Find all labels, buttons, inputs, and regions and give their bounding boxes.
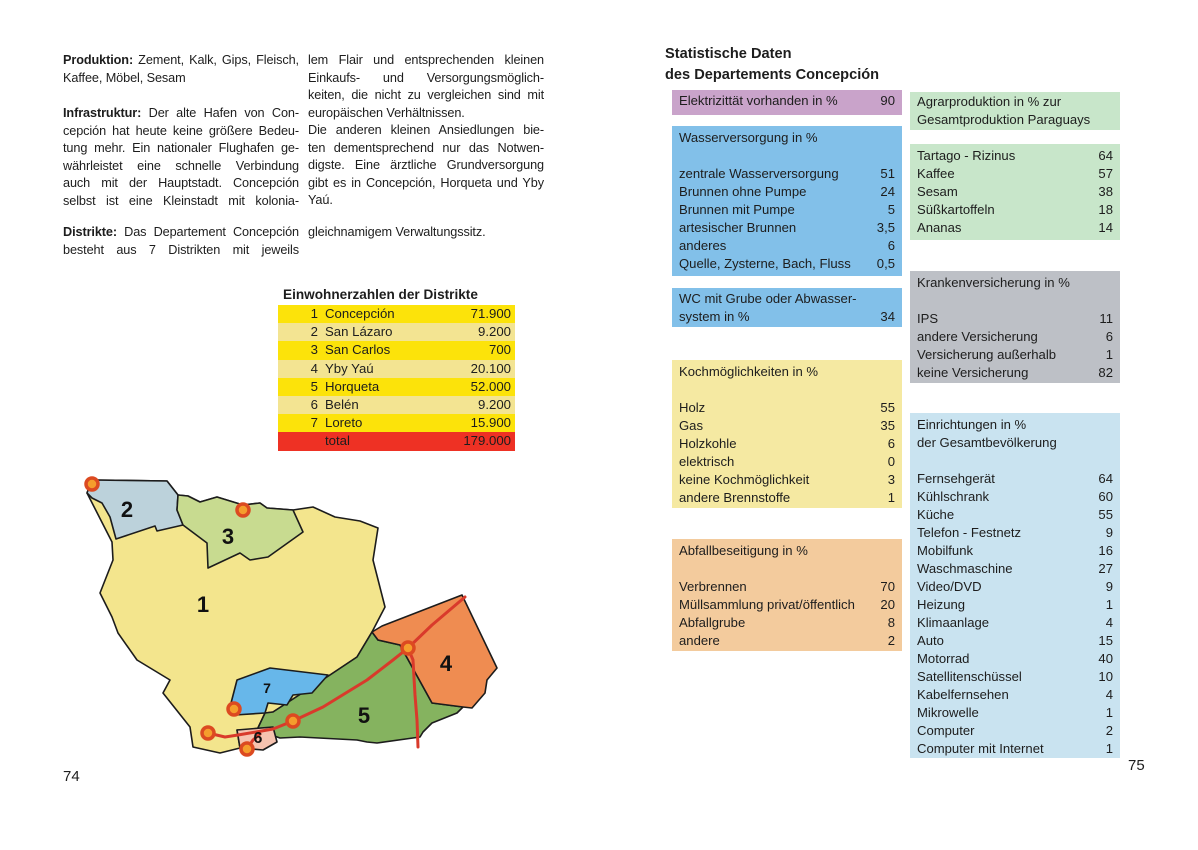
district-name: San Carlos: [325, 342, 391, 358]
population-row: [278, 360, 515, 378]
stat-label: keine Kochmöglichkeit: [679, 472, 810, 487]
district-population: 9.200: [477, 324, 511, 340]
table-row: [679, 632, 895, 650]
table-row: [679, 399, 895, 417]
stat-value: 5: [887, 202, 895, 217]
stat-label: Müllsammlung privat/öffentlich: [679, 597, 855, 612]
stat-label: andere: [679, 633, 720, 648]
text-line: Die anderen kleinen Ansiedlungen bie-: [308, 123, 544, 137]
table-row: [917, 740, 1113, 758]
district-name: San Lázaro: [325, 324, 393, 340]
stat-label: andere Versicherung: [917, 329, 1038, 344]
text-line: auch mit der Hauptstadt. Concepción: [63, 176, 299, 190]
table-row: [917, 650, 1113, 668]
table-row: [917, 614, 1113, 632]
table-row: [917, 470, 1113, 488]
table-row: [917, 524, 1113, 542]
town-marker: [237, 504, 249, 516]
district-name: total: [325, 433, 350, 449]
stat-label: andere Brennstoffe: [679, 490, 791, 505]
town-marker: [202, 727, 214, 739]
stat-label: Heizung: [917, 597, 966, 612]
stat-value: 16: [1098, 543, 1113, 558]
district-label: 3: [221, 524, 235, 549]
stat-label: Kühlschrank: [917, 489, 990, 504]
table-row: [917, 219, 1113, 237]
district-number: 7: [310, 415, 318, 431]
paragraph-produktion: [63, 52, 299, 87]
stat-label: Klimaanlage: [917, 615, 990, 630]
page-number-right: 75: [1128, 757, 1145, 774]
table-row: [917, 560, 1113, 578]
population-row: [278, 323, 515, 341]
table-row: [917, 346, 1113, 364]
stat-value: 11: [1099, 311, 1113, 326]
stat-label: Sesam: [917, 184, 958, 199]
stat-label: system in %: [679, 309, 750, 324]
text-line: lem Flair und entsprechenden kleinen: [308, 53, 544, 67]
table-agrar-header: [910, 92, 1120, 130]
stat-value: 55: [1098, 507, 1113, 522]
population-row: [278, 305, 515, 323]
stat-value: 1: [1105, 705, 1113, 720]
text-line: Distrikte: Das Departement Concepción: [63, 225, 299, 239]
table-row: [917, 183, 1113, 201]
district-label: 5: [357, 703, 371, 728]
stat-label: WC mit Grube oder Abwasser-: [679, 291, 857, 306]
stat-label: Computer mit Internet: [917, 741, 1044, 756]
table-elektrizitaet: [672, 90, 902, 115]
stat-label: Holz: [679, 400, 706, 415]
district-number: 3: [310, 342, 318, 358]
district-number: 1: [310, 306, 318, 321]
table-row: [679, 183, 895, 201]
stat-label: IPS: [917, 311, 939, 326]
population-row: [278, 341, 515, 359]
right-page-title: [665, 44, 879, 86]
table-title: Agrarproduktion in % zur: [917, 94, 1062, 109]
stat-label: Computer: [917, 723, 975, 738]
stat-label: Kaffee: [917, 166, 955, 181]
stat-label: Satellitenschüssel: [917, 669, 1022, 684]
table-title: Kochmöglichkeiten in %: [679, 364, 819, 379]
stat-value: 10: [1098, 669, 1113, 684]
table-row: [679, 435, 895, 453]
stat-label: Mikrowelle: [917, 705, 979, 720]
table-row: [679, 219, 895, 237]
stat-label: Telefon - Festnetz: [917, 525, 1022, 540]
stat-label: Elektrizittät vorhanden in %: [679, 93, 838, 108]
stat-label: anderes: [679, 238, 727, 253]
district-name: Horqueta: [325, 378, 380, 394]
stat-value: 35: [880, 418, 895, 433]
table-wc: [672, 288, 902, 327]
stat-value: 1: [1105, 597, 1113, 612]
population-table: [278, 305, 515, 451]
table-agrar-list: [910, 144, 1120, 240]
text-line: selbst ist eine Kleinstadt mit kolonia-: [63, 193, 299, 208]
stat-value: 60: [1098, 489, 1113, 504]
stat-value: 2: [887, 633, 895, 648]
town-marker: [402, 642, 414, 654]
stat-value: 15: [1098, 633, 1113, 648]
table-row: [679, 237, 895, 255]
table-row: [679, 596, 895, 614]
stat-value: 40: [1098, 651, 1113, 666]
table-row: [917, 201, 1113, 219]
stat-label: Süßkartoffeln: [917, 202, 995, 217]
population-row: [278, 432, 515, 450]
stat-value: 3,5: [876, 220, 895, 235]
table-title: Krankenversicherung in %: [917, 275, 1070, 290]
paragraph-infrastruktur: [63, 105, 299, 210]
stat-label: Abfallgrube: [679, 615, 746, 630]
table-row: [679, 201, 895, 219]
text-line: Produktion: Zement, Kalk, Gips, Fleisch,: [63, 53, 299, 67]
text-line: Infrastruktur: Der alte Hafen von Con-: [63, 106, 299, 120]
town-marker: [228, 703, 240, 715]
table-row: [679, 417, 895, 435]
district-population: 52.000: [470, 378, 511, 394]
town-marker: [86, 478, 98, 490]
district-number: 2: [310, 324, 318, 340]
table-row: [679, 471, 895, 489]
paragraph-column2: [308, 52, 544, 210]
text-line: Yaú.: [308, 193, 333, 207]
district-population: 179.000: [463, 433, 511, 449]
stat-value: 82: [1098, 365, 1113, 380]
stat-value: 1: [887, 490, 895, 505]
stat-label: Versicherung außerhalb: [917, 347, 1057, 362]
text-line: digste. Eine ärztliche Grundversorgung: [308, 158, 544, 172]
town-marker: [287, 715, 299, 727]
table-row: [679, 255, 895, 273]
stat-label: Tartago - Rizinus: [917, 148, 1016, 163]
table-row: [917, 578, 1113, 596]
district-label: 2: [120, 497, 134, 522]
district-name: Concepción: [325, 306, 395, 321]
stat-label: Verbrennen: [679, 579, 747, 594]
stat-value: 27: [1098, 561, 1113, 576]
stat-value: 90: [880, 93, 895, 108]
district-label: 1: [196, 592, 210, 617]
stat-label: Fernsehgerät: [917, 471, 995, 486]
table-row: [917, 328, 1113, 346]
table-row: [679, 614, 895, 632]
stat-value: 34: [880, 309, 895, 324]
text-line: tung mehr. Ein nationaler Flughafen ge-: [63, 141, 299, 155]
stat-value: 64: [1098, 148, 1113, 163]
text-line: europäischen Verhältnissen.: [308, 105, 465, 120]
stat-value: 64: [1098, 471, 1113, 486]
stat-value: 51: [880, 166, 895, 181]
table-row: [679, 578, 895, 596]
table-row: [917, 488, 1113, 506]
stat-value: 3: [887, 472, 895, 487]
stat-value: 6: [887, 436, 895, 451]
table-row: [917, 542, 1113, 560]
title-line-1: Statistische Daten: [665, 46, 792, 62]
text-line: ten dementsprechend nur das Notwen-: [308, 140, 544, 155]
stat-value: 0: [887, 454, 895, 469]
stat-value: 20: [880, 597, 895, 612]
table-title: der Gesamtbevölkerung: [917, 435, 1057, 450]
table-title: Wasserversorgung in %: [679, 130, 818, 145]
table-abfallbeseitigung: [672, 539, 902, 651]
stat-value: 4: [1105, 615, 1113, 630]
stat-label: Auto: [917, 633, 944, 648]
stat-value: 70: [880, 579, 895, 594]
district-population: 20.100: [470, 360, 511, 376]
table-row: [917, 596, 1113, 614]
stat-value: 9: [1105, 579, 1113, 594]
table-einrichtungen: [910, 413, 1120, 758]
district-label: 4: [439, 651, 453, 676]
table-row: [679, 453, 895, 471]
stat-label: Gas: [679, 418, 704, 433]
district-population: 15.900: [470, 415, 511, 431]
table-kochmoeglichkeiten: [672, 360, 902, 508]
stat-value: 18: [1098, 202, 1113, 217]
stat-label: elektrisch: [679, 454, 735, 469]
text-line: besteht aus 7 Distrikten mit jeweils: [63, 242, 299, 257]
table-row: [917, 668, 1113, 686]
table-title: Abfallbeseitigung in %: [679, 543, 808, 558]
district-population: 700: [488, 342, 511, 358]
table-row: [917, 722, 1113, 740]
text-line: cepción hat heute keine größere Bedeu-: [63, 123, 299, 138]
table-row: [917, 364, 1113, 382]
stat-label: zentrale Wasserversorgung: [679, 166, 839, 181]
district-map: [60, 460, 520, 780]
population-row: [278, 396, 515, 414]
stat-value: 38: [1098, 184, 1113, 199]
district-name: Belén: [325, 396, 359, 412]
text-line: gleichnamigem Verwaltungssitz.: [308, 225, 486, 239]
stat-label: Video/DVD: [917, 579, 982, 594]
population-row: [278, 414, 515, 432]
stat-value: 24: [880, 184, 895, 199]
stat-label: Mobilfunk: [917, 543, 974, 558]
table-row: [917, 632, 1113, 650]
stat-value: 55: [880, 400, 895, 415]
table-row: [917, 506, 1113, 524]
district-name: Yby Yaú: [325, 360, 374, 376]
table-title: Einrichtungen in %: [917, 417, 1027, 432]
stat-value: 6: [887, 238, 895, 253]
text-line: Kaffee, Möbel, Sesam: [63, 70, 186, 85]
stat-value: 9: [1105, 525, 1113, 540]
district-number: 4: [310, 360, 318, 376]
table-row: [917, 147, 1113, 165]
table-row: [679, 489, 895, 507]
district-number: [278, 432, 318, 450]
district-number: 5: [310, 378, 318, 394]
town-marker: [241, 743, 253, 755]
stat-label: Motorrad: [917, 651, 970, 666]
text-line: Einkaufs- und Versorgungsmöglich-: [308, 70, 544, 85]
page-number-left: 74: [63, 768, 80, 785]
stat-label: keine Versicherung: [917, 365, 1029, 380]
district-number: 6: [310, 396, 318, 412]
text-line: gibt es in Concepción, Horqueta und Yby: [308, 175, 544, 190]
table-wasserversorgung: [672, 126, 902, 276]
stat-value: 57: [1098, 166, 1113, 181]
table-row: [917, 310, 1113, 328]
paragraph-distrikte: [63, 224, 299, 259]
paragraph-verwaltungssitz: [308, 224, 544, 242]
population-row: [278, 378, 515, 396]
district-population: 9.200: [477, 396, 511, 412]
stat-value: 0,5: [876, 256, 895, 271]
stat-value: 14: [1098, 220, 1113, 235]
district-name: Loreto: [325, 415, 363, 431]
stat-label: Küche: [917, 507, 955, 522]
table-row: [679, 165, 895, 183]
stat-label: Holzkohle: [679, 436, 737, 451]
stat-label: Brunnen mit Pumpe: [679, 202, 795, 217]
stat-value: 6: [1105, 329, 1113, 344]
stat-label: artesischer Brunnen: [679, 220, 797, 235]
table-title: Gesamtproduktion Paraguays: [917, 112, 1091, 127]
stat-label: Kabelfernsehen: [917, 687, 1009, 702]
table-row: [917, 686, 1113, 704]
stat-value: 2: [1105, 723, 1113, 738]
stat-label: Waschmaschine: [917, 561, 1013, 576]
stat-label: Quelle, Zysterne, Bach, Fluss: [679, 256, 851, 271]
district-label: 6: [253, 730, 263, 747]
stat-label: Brunnen ohne Pumpe: [679, 184, 807, 199]
table-krankenversicherung: [910, 271, 1120, 383]
stat-value: 1: [1105, 347, 1113, 362]
stat-value: 1: [1105, 741, 1113, 756]
population-table-title: Einwohnerzahlen der Distrikte: [283, 287, 478, 302]
district-label: 7: [263, 680, 271, 696]
district-population: 71.900: [470, 306, 511, 321]
stat-value: 8: [887, 615, 895, 630]
text-line: keiten, die nicht zu vergleichen sind mit: [308, 88, 544, 102]
stat-label: Ananas: [917, 220, 962, 235]
table-row: [917, 165, 1113, 183]
text-line: währleistet eine schnelle Verbindung: [63, 158, 299, 173]
table-row: [917, 704, 1113, 722]
stat-value: 4: [1105, 687, 1113, 702]
title-line-2: des Departements Concepción: [665, 67, 880, 83]
